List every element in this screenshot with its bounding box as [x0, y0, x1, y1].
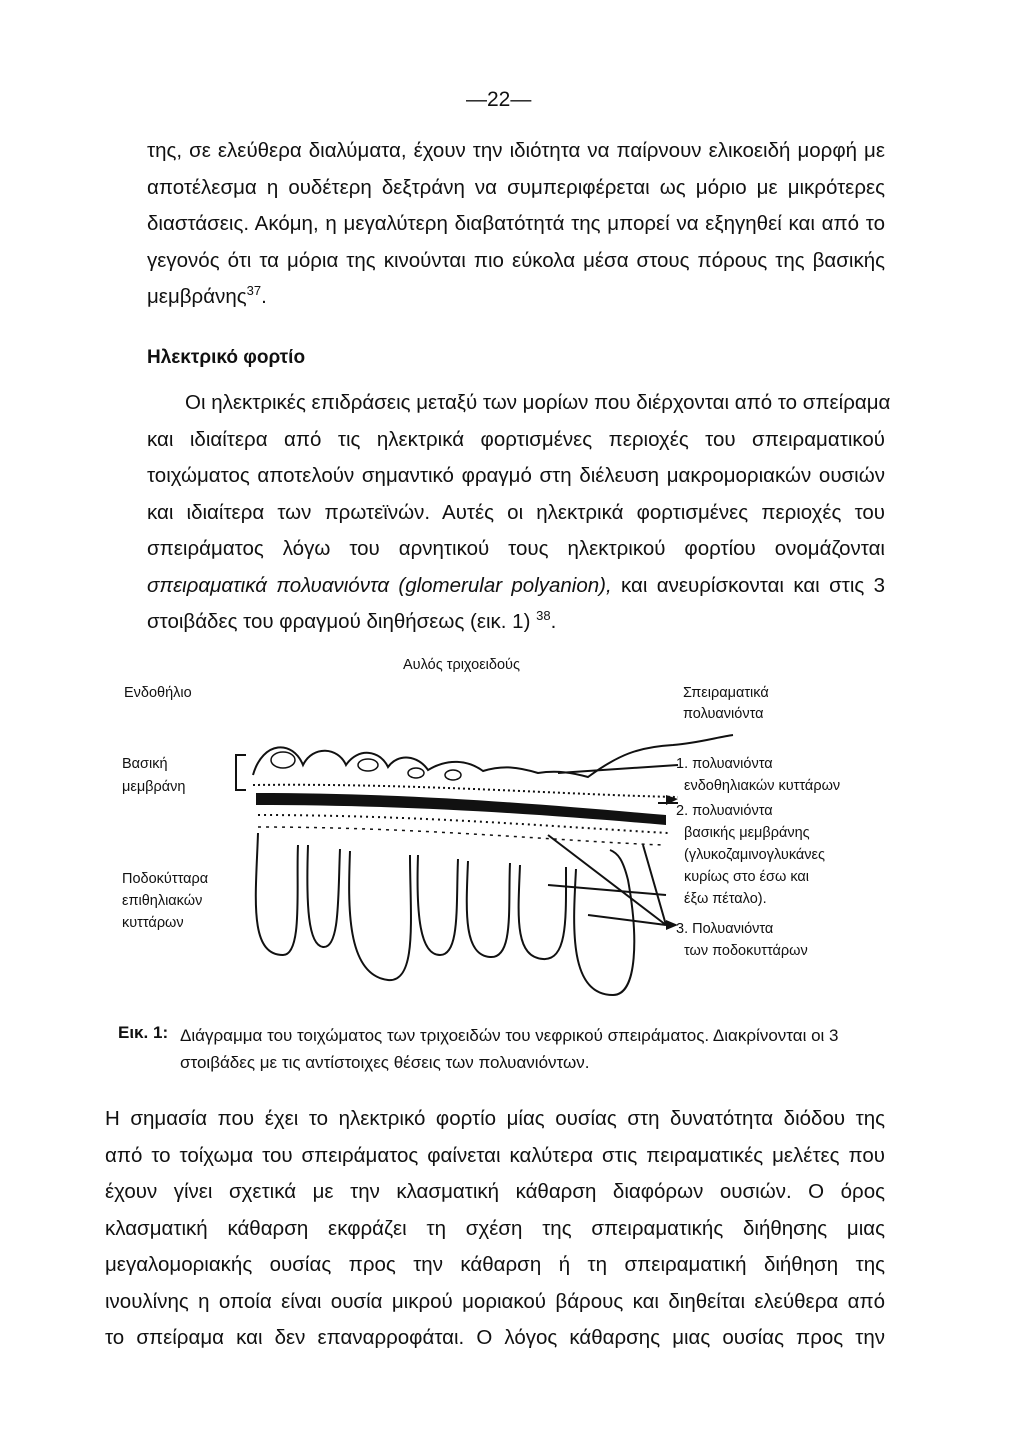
label-podocytes-3: κυττάρων: [122, 915, 184, 931]
label-item3-1: 3. Πολυανιόντα: [676, 921, 774, 937]
label-item2-5: έξω πέταλο).: [684, 891, 767, 907]
label-item3-2: των ποδοκυττάρων: [684, 943, 808, 959]
text-fragment: και ανευρίσκονται και στις 3: [611, 573, 885, 597]
label-item2-1: 2. πολυανιόντα: [676, 803, 773, 819]
text-line: γεγονός ότι τα μόρια της κινούνται πιο εύκολα μέσα στους πόρους της βασικής: [147, 248, 885, 272]
text-line: Η σημασία που έχει το ηλεκτρικό φορτίο μίας ουσίας στη δυνατότητα διόδου της: [105, 1107, 885, 1130]
label-basement-2: μεμβράνη: [122, 779, 186, 795]
section-heading: Ηλεκτρικό φορτίο: [147, 347, 306, 368]
text-line: [147, 279, 885, 316]
label-podocytes-1: Ποδοκύτταρα: [122, 871, 209, 887]
paragraph-dextran: [147, 133, 885, 316]
text-line: έχουν γίνει σχετικά με την κλασματική κάθαρση διαφόρων ουσιών. Ο όρος: [105, 1180, 885, 1203]
endothelium-outline: [253, 735, 733, 777]
text-line: από το τοίχωμα του σπειράματος φαίνεται καλύτερα στις πειραματικές μελέτες που: [105, 1143, 885, 1167]
text-line: Οι ηλεκτρικές επιδράσεις μεταξύ των μορίων που διέρχονται από το σπείραμα: [185, 391, 891, 414]
text-fragment: .: [550, 610, 557, 633]
basement-membrane-band: [256, 793, 666, 825]
paragraph-electric-charge: [147, 385, 891, 641]
figure-glomerular-wall: [118, 655, 898, 1020]
text-line: κλασματική κάθαρση εκφράζει τη σχέση της σπειραματικής διήθησης μιας: [105, 1216, 885, 1240]
reference-38: 38: [536, 608, 551, 624]
text-line: [147, 568, 885, 605]
text-line: σπειράματος λόγω του αρνητικού τους ηλεκτρικού φορτίου ονομάζονται: [147, 537, 885, 560]
text-fragment: .: [261, 285, 267, 308]
reference-37: 37: [246, 283, 262, 299]
label-polyanions-2: πολυανιόντα: [683, 706, 764, 722]
text-line: μεγαλομοριακής ουσίας προς την κάθαρση ή τη σπειραματική διήθηση της: [105, 1253, 885, 1276]
label-capillary-lumen: Αυλός τριχοειδούς: [403, 657, 520, 673]
text-line: και ιδιαίτερα από τις ηλεκτρικά φορτισμένες περιοχές του σπειραματικού: [147, 427, 885, 451]
text-fragment: στοιβάδες του φραγμού διηθήσεως (εικ. 1): [147, 610, 537, 633]
label-polyanions-1: Σπειραματικά: [683, 685, 769, 701]
text-line: και ιδιαίτερα των πρωτεϊνών. Αυτές οι ηλεκτρικά φορτισμένες περιοχές του: [147, 500, 885, 524]
text-line: τοιχώματος αποτελούν σημαντικό φραγμό στη διέλευση μακρομοριακών ουσιών: [147, 464, 885, 487]
bracket-line: [236, 755, 246, 790]
text-line: διαστάσεις. Ακόμη, η μεγαλύτερη διαβατότητά της μπορεί να εξηγηθεί και από το: [147, 212, 885, 235]
text-line: το σπείραμα και δεν επαναρροφάται. Ο λόγος κάθαρσης μιας ουσίας προς την: [105, 1326, 885, 1349]
label-item2-2: βασικής μεμβράνης: [684, 825, 810, 841]
label-endothelium: Ενδοθήλιο: [124, 685, 192, 701]
page-number: —22—: [466, 88, 532, 111]
figure-caption-text: Διάγραμμα του τοιχώματος των τριχοειδών του νεφρικού σπειράματος. Διακρίνονται οι 3 στοιβάδες με τις αντίστοιχες θέσεις των πολυανιόντων.: [180, 1026, 839, 1072]
text-line: της, σε ελεύθερα διαλύματα, έχουν την ιδιότητα να παίρνουν ελικοειδή μορφή με: [147, 139, 885, 162]
text-line: [147, 604, 885, 641]
label-item1-1: 1. πολυανιόντα: [676, 756, 773, 772]
label-basement-1: Βασική: [122, 756, 168, 772]
text-line: αποτέλεσμα η ουδέτερη δεξτράνη να συμπεριφέρεται ως μόριο με μικρότερες: [147, 175, 885, 199]
label-item1-2: ενδοθηλιακών κυττάρων: [684, 778, 841, 794]
text-fragment: μεμβράνης: [147, 285, 247, 308]
text-line: ινουλίνης η οποία είναι ουσία μικρού μοριακού βάρους και διηθείται ελεύθερα από: [105, 1289, 885, 1313]
label-item2-4: κυρίως στο έσω και: [684, 869, 809, 885]
paragraph-charge-significance: [105, 1101, 885, 1357]
label-podocytes-2: επιθηλιακών: [122, 893, 203, 909]
label-item2-3: (γλυκοζαμινογλυκάνες: [684, 847, 825, 863]
italic-term: σπειραματικά πολυανιόντα (glomerular polyanion),: [147, 573, 612, 597]
figure-caption-label: Εικ. 1:: [118, 1023, 169, 1042]
